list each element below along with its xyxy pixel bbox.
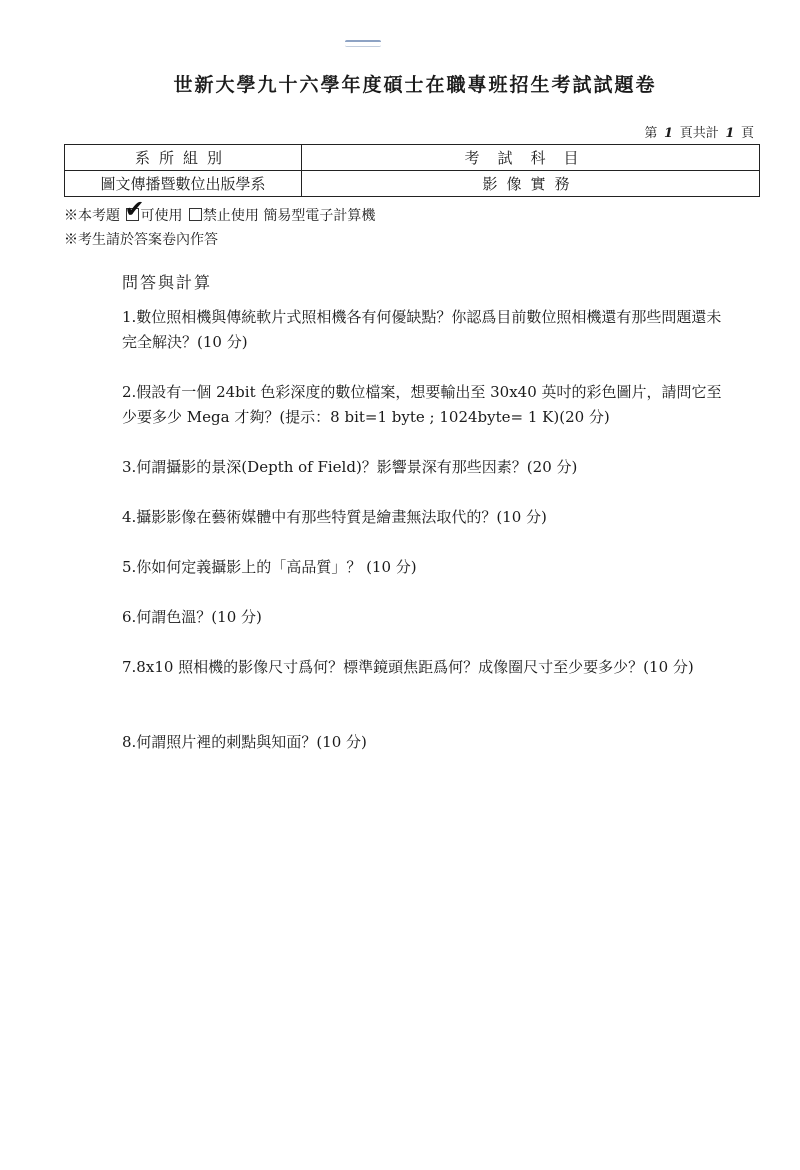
notes bbox=[64, 195, 376, 252]
forbidden-checkbox bbox=[189, 208, 202, 221]
question-5: 5.你如何定義攝影上的「高品質」？ (10 分) bbox=[122, 558, 417, 576]
subject-value: 影像實務 bbox=[302, 171, 760, 197]
allowed-checkbox bbox=[124, 195, 145, 223]
calc-type: 簡易型電子計算機 bbox=[263, 208, 376, 224]
calculator-note bbox=[64, 195, 376, 228]
question-6: 6.何謂色溫？(10 分) bbox=[122, 608, 262, 626]
section-title: 問答與計算 bbox=[122, 273, 213, 292]
dept-value: 圖文傳播暨數位出版學系 bbox=[65, 171, 302, 197]
info-table bbox=[64, 144, 760, 197]
checkmark-icon: ✔ bbox=[124, 195, 145, 223]
page-middle: 頁共計 bbox=[679, 126, 719, 141]
question-3: 3.何謂攝影的景深(Depth of Field)？影響景深有那些因素？(20 分) bbox=[122, 458, 578, 476]
question-4: 4.攝影影像在藝術媒體中有那些特質是繪畫無法取代的？(10 分) bbox=[122, 508, 547, 526]
question-8: 8.何謂照片裡的刺點與知面？(10 分) bbox=[122, 733, 367, 751]
page-counter bbox=[644, 122, 754, 141]
subject-header: 考試科目 bbox=[302, 145, 760, 171]
dept-header: 系所組別 bbox=[65, 145, 302, 171]
page-total: 1 bbox=[725, 126, 735, 141]
answer-note: ※考生請於答案卷內作答 bbox=[64, 232, 218, 248]
forbidden-label: 禁止使用 bbox=[202, 208, 259, 224]
question-1: 1.數位照相機與傳統軟片式照相機各有何優缺點？你認爲目前數位照相機還有那些問題還未完全解決？(10 分) bbox=[122, 308, 722, 351]
exam-title: 世新大學九十六學年度碩士在職專班招生考試試題卷 bbox=[173, 74, 657, 96]
allowed-label: 可使用 bbox=[140, 208, 183, 224]
question-2: 2.假設有一個 24bit 色彩深度的數位檔案，想要輸出至 30x40 英吋的彩色圖片，請問它至少要多少 Mega 才夠？(提示：8 bit=1 byte ; 1024byte= 1 K)(20 分) bbox=[122, 383, 722, 426]
question-7: 7.8x10 照相機的影像尺寸爲何？標準鏡頭焦距爲何？成像圈尺寸至少要多少？(10 分) bbox=[122, 658, 694, 676]
page-suffix: 頁 bbox=[740, 126, 754, 141]
calc-prefix: ※本考題 bbox=[64, 208, 120, 224]
top-mark bbox=[345, 40, 381, 47]
page-current: 1 bbox=[664, 126, 674, 141]
page-prefix: 第 bbox=[644, 126, 658, 141]
